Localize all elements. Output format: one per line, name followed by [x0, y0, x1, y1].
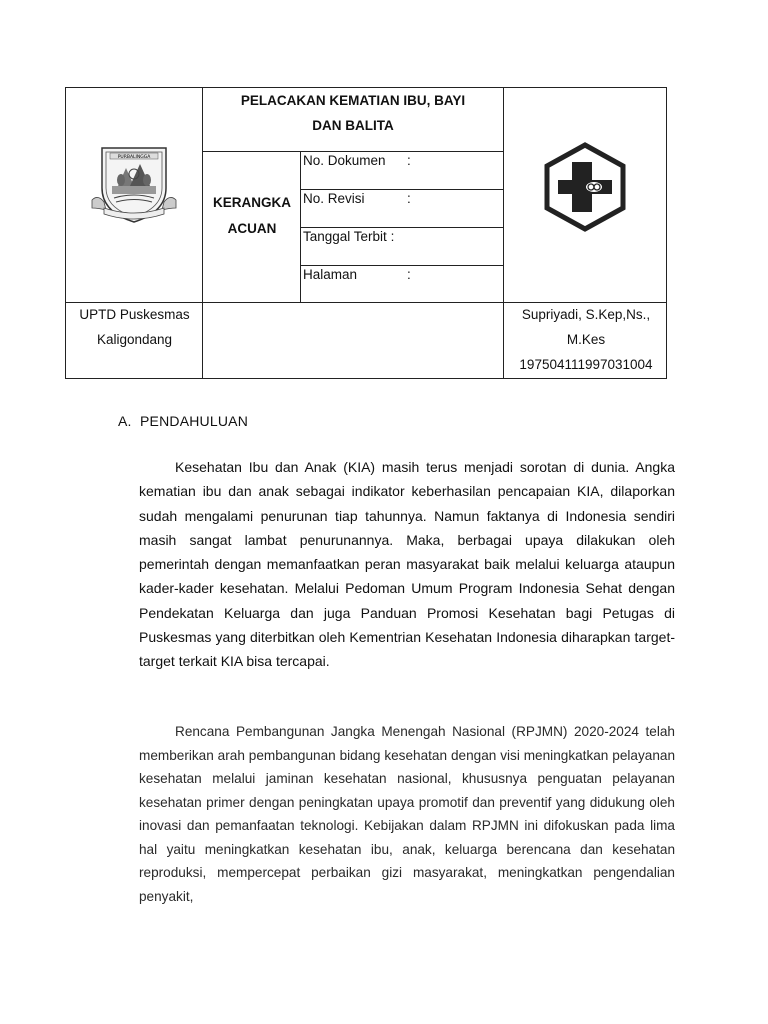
section-number: A. — [118, 413, 132, 429]
field-label: No. Dokumen — [303, 153, 386, 168]
signer-block — [504, 302, 668, 377]
paragraph — [139, 455, 675, 674]
field-no-revisi — [303, 190, 411, 208]
crest-banner-text: PURBALINGGA — [117, 155, 151, 160]
document-type — [203, 190, 301, 242]
paragraph-text: Rencana Pembangunan Jangka Menengah Nasional (RPJMN) 2020-2024 telah memberikan arah pembangunan bidang kesehatan dengan visi meningkatkan pelayanan kesehatan melalui jaminan kesehatan nasional, khususnya penguatan pelayanan kesehatan primer dengan peningkatan upaya promotif dan preventif yang didukung oleh inovasi dan pemanfaatan teknologi. Kebijakan dalam RPJMN ini difokuskan pada lima hal yaitu meningkatkan kesehatan ibu, anak, keluarga berencana dan kesehatan reproduksi, mempercepat perbaikan gizi masyarakat, meningkatkan pengendalian penyakit, — [139, 724, 675, 904]
signer-nip: 197504111997031004 — [519, 357, 653, 372]
field-label: No. Revisi — [303, 191, 365, 206]
field-sep: : — [390, 229, 395, 244]
document-title — [203, 88, 503, 138]
signer-name: Supriyadi, S.Kep,Ns., — [521, 307, 651, 322]
field-sep: : — [407, 191, 411, 206]
paragraph — [139, 720, 675, 908]
field-sep: : — [407, 267, 411, 282]
field-label: Tanggal Terbit — [303, 229, 387, 244]
regency-crest-icon — [88, 142, 180, 226]
field-no-dokumen — [303, 152, 411, 170]
section-title: PENDAHULUAN — [140, 413, 248, 429]
paragraph-text: Kesehatan Ibu dan Anak (KIA) masih terus menjadi sorotan di dunia. Angka kematian ibu dan anak sebagai indikator keberhasilan pencapaian KIA, dilaporkan sudah mengalami penurunan tiap tahunnya. Namun faktanya di Indonesia sendiri masih sangat lambat penurunannya. Maka, berbagai upaya dilakukan oleh pemerintah dengan memanfaatkan peran masyarakat baik melalui keluarga ataupun kader-kader kesehatan. Melalui Pedoman Umum Program Indonesia Sehat dengan Pendekatan Keluarga dan juga Panduan Promosi Kesehatan bagi Petugas di Puskesmas yang diterbitkan oleh Kementrian Kesehatan Indonesia diharapkan target-target terkait KIA bisa tercapai. — [139, 459, 675, 670]
puskesmas-logo-icon — [542, 142, 628, 232]
field-sep: : — [407, 153, 411, 168]
title-line: DAN BALITA — [312, 118, 394, 133]
field-halaman — [303, 266, 411, 284]
doc-type-line: KERANGKA — [212, 195, 291, 210]
field-tanggal-terbit — [303, 228, 394, 246]
org-line: Kaligondang — [96, 332, 173, 347]
section-heading — [118, 413, 248, 429]
field-label: Halaman — [303, 267, 358, 282]
signer-title: M.Kes — [566, 332, 606, 347]
doc-type-line: ACUAN — [227, 221, 277, 236]
document-header-table — [65, 87, 667, 379]
org-line: UPTD Puskesmas — [79, 307, 190, 322]
title-line: PELACAKAN KEMATIAN IBU, BAYI — [240, 93, 466, 108]
organization-name — [66, 302, 203, 352]
